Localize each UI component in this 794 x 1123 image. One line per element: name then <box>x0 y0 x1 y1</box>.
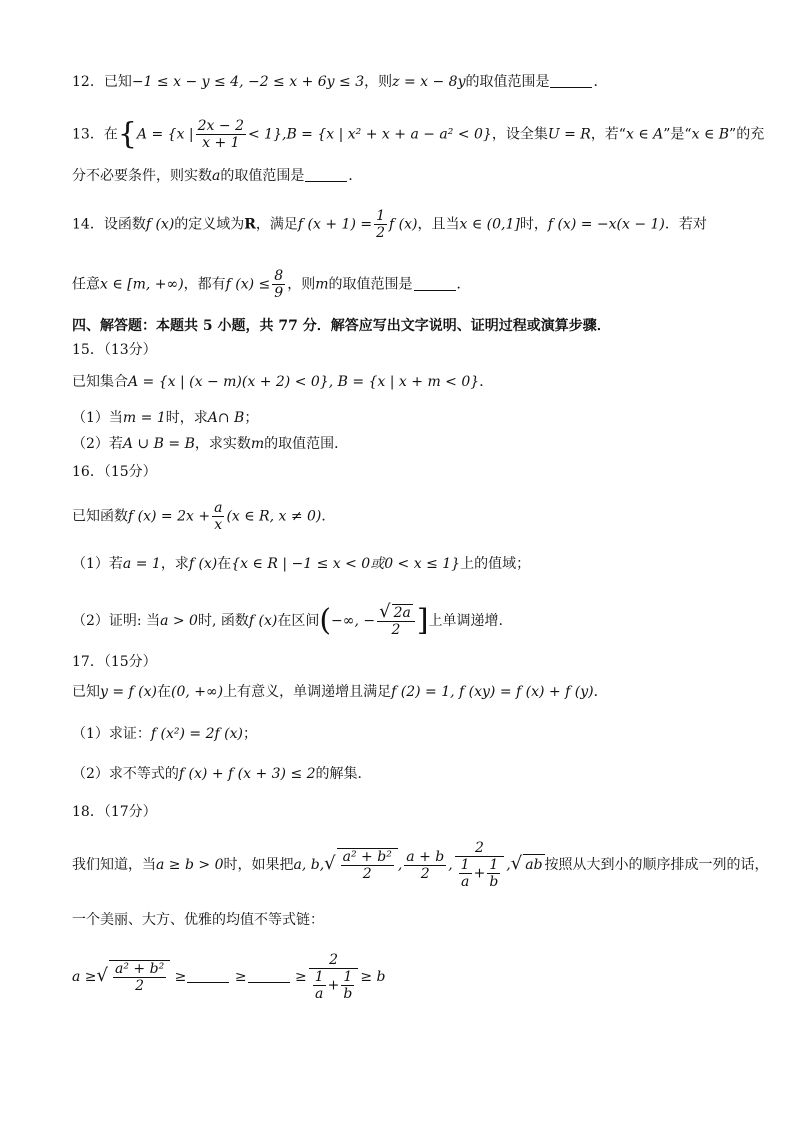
question-text: ，求 <box>160 556 189 572</box>
quadratic-mean <box>109 960 170 994</box>
problem-17-q1 <box>72 724 734 744</box>
range: x ∈ [m, +∞) <box>100 276 184 293</box>
question-text: 上单调递增. <box>428 613 503 629</box>
period: ． <box>479 374 494 390</box>
problem-text: 的取值范围是 <box>220 168 305 184</box>
fraction <box>313 969 326 1002</box>
function: f (x) <box>145 216 175 233</box>
denominator: b <box>343 986 353 1002</box>
harmonic-mean <box>309 952 359 1002</box>
interval-left: −∞, − <box>331 613 376 629</box>
problem-number: 12． <box>72 74 104 90</box>
numerator: 1 <box>487 857 500 874</box>
problem-text: ，若“ <box>590 126 626 143</box>
denominator: 2 <box>420 865 430 882</box>
problem-text: 已知 <box>103 74 132 90</box>
comma: , <box>506 857 511 873</box>
expression: f (x²) = 2f (x) <box>150 726 243 742</box>
period: ． <box>456 276 471 293</box>
denominator: 2 <box>376 225 386 241</box>
denominator: a <box>315 986 324 1002</box>
denominator <box>455 857 505 890</box>
plus: + <box>327 977 340 994</box>
fraction <box>374 208 387 241</box>
problem-text: ，则 <box>287 276 316 293</box>
problem-text: 的取值范围是 <box>465 74 550 90</box>
problem-17-q2 <box>72 764 734 784</box>
quadratic-mean <box>337 848 398 882</box>
denominator: a <box>460 874 470 890</box>
problem-13-line-2 <box>72 166 734 186</box>
problem-text: ”是“ <box>663 126 692 143</box>
denominator: b <box>489 874 499 890</box>
fraction <box>377 601 415 638</box>
problem-text: ，且当 <box>417 216 460 233</box>
question-text: （1）当 <box>72 410 123 426</box>
problem-14-line-2 <box>72 268 734 301</box>
question-text: （2）证明: 当 <box>72 613 161 629</box>
numerator: a² + b² <box>342 848 392 865</box>
numerator: a <box>214 500 223 516</box>
domain-set: {x ∈ R | −1 ≤ x < 0或0 < x ≤ 1} <box>231 556 461 572</box>
condition-1: x ∈ A <box>625 126 664 143</box>
problem-15-q2 <box>72 434 734 454</box>
ge-sign: ≥ <box>234 969 247 985</box>
brace-open: { <box>117 116 137 152</box>
problem-text: 已知集合 <box>72 374 128 390</box>
punctuation: ； <box>244 410 259 426</box>
problem-text: 设函数 <box>103 216 146 233</box>
answer-blank[interactable] <box>187 968 229 983</box>
problem-number: 13． <box>72 126 104 143</box>
sqrt-sign: √ <box>96 965 109 986</box>
ge-sign: ≥ <box>295 969 307 985</box>
definition: f (x) = −x(x − 1) <box>547 216 665 233</box>
comma: , <box>448 857 453 873</box>
problem-18-stem <box>72 840 769 890</box>
period: ． <box>321 508 336 525</box>
set-a-suffix: < 1}, <box>247 126 287 143</box>
question-text: 的取值范围． <box>264 436 349 452</box>
denominator: 2 <box>362 865 372 882</box>
problem-15-header: 15．（13分） <box>72 342 157 358</box>
period: ． <box>593 684 608 700</box>
question-text: 的解集． <box>315 766 372 782</box>
expression: A∩ B <box>207 410 245 426</box>
problem-13 <box>72 116 765 152</box>
numerator <box>377 601 415 622</box>
fraction <box>196 118 246 151</box>
problem-17-header: 17．（15分） <box>72 654 157 670</box>
function: f (x) <box>248 613 278 629</box>
numerator: 8 <box>274 268 284 284</box>
condition-2: x ∈ B <box>691 126 730 143</box>
question-text: （2）若 <box>72 436 123 452</box>
numerator: 1 <box>460 857 470 873</box>
problem-text: 上有意义，单调递增且满足 <box>223 684 392 700</box>
problem-text: 在 <box>103 126 118 143</box>
question-text: 上的值域； <box>460 556 531 572</box>
problem-15-stem <box>72 372 734 392</box>
definition-left: f (x) = 2x + <box>128 508 211 525</box>
problem-text: 任意 <box>72 276 100 293</box>
denominator: x + 1 <box>202 135 240 151</box>
inequality: f (x) + f (x + 3) ≤ 2 <box>178 766 316 782</box>
fraction <box>341 849 394 882</box>
fraction <box>212 500 224 533</box>
answer-blank[interactable] <box>305 167 347 182</box>
geometric-mean: ab <box>523 854 544 875</box>
fraction <box>459 857 472 890</box>
problem-12 <box>72 72 734 92</box>
function: f (x) <box>188 556 218 572</box>
problem-text: ，设全集 <box>491 126 548 143</box>
answer-blank[interactable] <box>414 276 456 291</box>
problem-16-header: 16．（15分） <box>72 464 157 480</box>
problem-text: ”的充 <box>729 126 765 143</box>
question-text: ，求实数 <box>194 436 251 452</box>
condition: a = 1 <box>122 556 161 572</box>
problem-text: ，满足 <box>255 216 298 233</box>
bracket-close: ] <box>416 603 429 638</box>
denominator: x <box>214 517 223 533</box>
condition: A ∪ B = B <box>122 436 195 452</box>
problem-15-q1 <box>72 408 734 428</box>
question-text: （2）求不等式的 <box>72 766 179 782</box>
answer-blank[interactable] <box>550 73 592 88</box>
function: y = f (x) <box>100 684 157 700</box>
domain: R <box>244 216 256 233</box>
question-text: （1）求证： <box>72 726 151 742</box>
problem-text: 按照从大到小的顺序排成一列的话， <box>544 857 769 873</box>
period: ． <box>348 168 363 184</box>
universe-set: U = R <box>547 126 591 143</box>
interval: (0, +∞) <box>171 684 224 700</box>
numerator: a + b <box>406 848 445 865</box>
sets: A = {x | (x − m)(x + 2) < 0}, B = {x | x + m < 0} <box>128 374 480 390</box>
numerator: a² + b² <box>115 960 165 977</box>
numerator: 2x − 2 <box>197 118 244 134</box>
problem-17-stem <box>72 682 734 702</box>
sqrt-sign: √ <box>379 601 391 622</box>
numerator: 1 <box>314 969 324 985</box>
set-b: B = {x | x² + x + a − a² < 0} <box>286 126 492 143</box>
numerator: 1 <box>341 969 354 986</box>
chain-start: a ≥ <box>72 969 97 985</box>
question-text: 时, 函数 <box>197 613 249 629</box>
variable: m <box>250 436 265 452</box>
harmonic-mean <box>455 840 505 890</box>
punctuation: ； <box>242 726 257 742</box>
problem-text: 的定义域为 <box>174 216 245 233</box>
problem-number: 14． <box>72 216 104 233</box>
numerator: 2 <box>309 952 359 969</box>
plus: + <box>473 865 486 882</box>
condition: a ≥ b > 0 <box>156 857 224 873</box>
equation-left: f (x + 1) = <box>297 216 373 233</box>
denominator: 2 <box>135 977 145 994</box>
problem-text: 时，如果把 <box>223 857 294 873</box>
problem-18-header: 18．（17分） <box>72 804 157 820</box>
denominator: 2 <box>391 622 401 638</box>
question-text: 在区间 <box>277 613 320 629</box>
inequality-chain <box>72 952 734 1002</box>
problem-text: ．若对 <box>664 216 707 233</box>
arithmetic-mean <box>404 849 446 882</box>
problem-16-q2 <box>72 601 734 638</box>
denominator: 9 <box>274 285 284 301</box>
condition: a > 0 <box>160 613 198 629</box>
sqrt-sign: √ <box>510 853 523 874</box>
bracket-open: ( <box>319 603 332 638</box>
problem-text: 已知函数 <box>72 508 128 525</box>
ge-sign: ≥ <box>174 969 187 985</box>
problem-text: ，都有 <box>183 276 226 293</box>
problem-text: ，则 <box>364 74 393 90</box>
chain-end: ≥ b <box>360 969 386 985</box>
problem-text: 在 <box>157 684 171 700</box>
problem-16-stem <box>72 500 734 533</box>
period: ． <box>593 74 608 90</box>
interval: x ∈ (0,1] <box>459 216 520 233</box>
question-text: 在 <box>217 556 232 572</box>
variable: m <box>315 276 329 293</box>
variable: a <box>212 168 221 184</box>
inequality-left: f (x) ≤ <box>225 276 271 293</box>
problem-18-line-2: 一个美丽、大方、优雅的均值不等式链： <box>72 912 324 928</box>
problem-14 <box>72 208 734 241</box>
target-expression: z = x − 8y <box>392 74 466 90</box>
problem-text: 的取值范围是 <box>328 276 413 293</box>
section-heading: 四、解答题：本题共 5 小题，共 77 分．解答应写出文字说明、证明过程或演算步骤． <box>72 318 611 334</box>
problem-text: 已知 <box>72 684 100 700</box>
definition-domain: (x ∈ R, x ≠ 0) <box>226 508 322 525</box>
fraction <box>341 969 354 1002</box>
sqrt-sign: √ <box>324 853 336 874</box>
problem-text: 我们知道，当 <box>72 857 156 873</box>
comma: , <box>397 857 403 873</box>
set-a-prefix: A = {x | <box>136 126 194 143</box>
radicand: 2a <box>393 605 411 621</box>
problem-16-q1 <box>72 554 734 574</box>
numerator: 1 <box>376 208 386 224</box>
numerator: 2 <box>455 840 505 857</box>
problem-text: 分不必要条件，则实数 <box>72 168 212 184</box>
constraint-expression: −1 ≤ x − y ≤ 4, −2 ≤ x + 6y ≤ 3 <box>131 74 365 90</box>
question-text: （1）若 <box>72 556 123 572</box>
problem-text: 时， <box>519 216 548 233</box>
question-text: 时，求 <box>165 410 208 426</box>
fraction <box>487 857 500 890</box>
equation-right: f (x) <box>389 216 418 233</box>
condition: m = 1 <box>122 410 166 426</box>
condition: f (2) = 1, f (xy) = f (x) + f (y) <box>391 684 594 700</box>
answer-blank[interactable] <box>248 968 290 983</box>
fraction <box>272 268 285 301</box>
denominator <box>309 969 359 1002</box>
fraction <box>113 961 166 994</box>
variables: a, b, <box>293 857 325 873</box>
